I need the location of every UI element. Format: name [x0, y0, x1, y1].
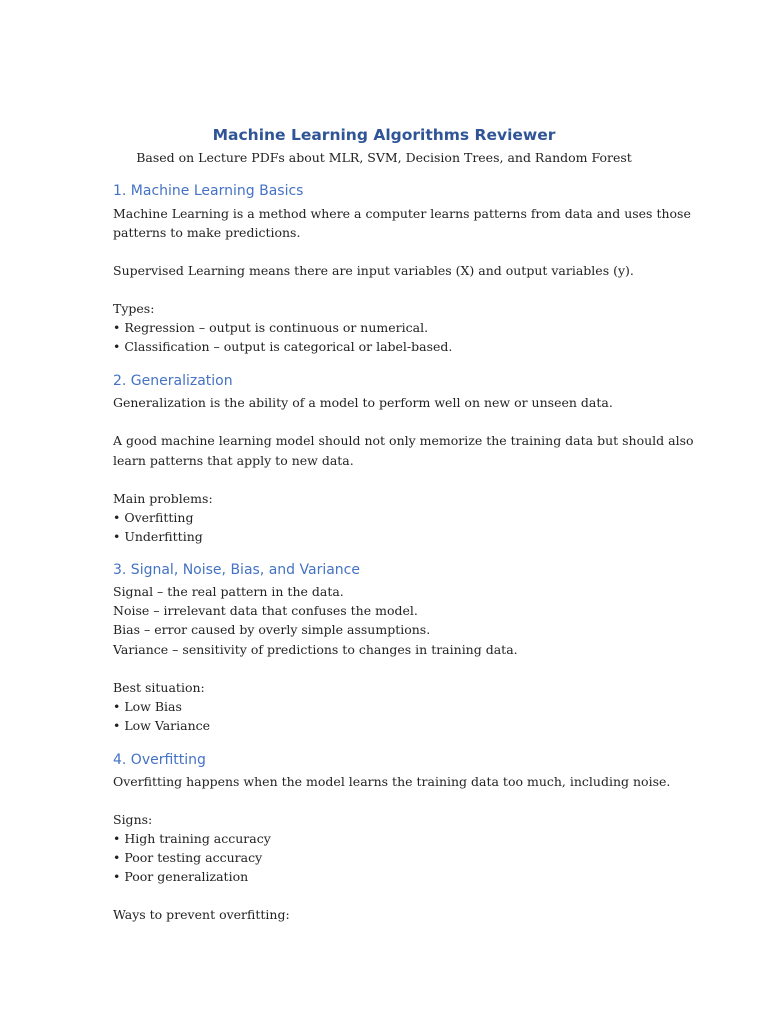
paragraph-line: Supervised Learning means there are input variables (X) and output variables (y).: [113, 263, 634, 278]
paragraph-line: Bias – error caused by overly simple assumptions.: [113, 622, 431, 637]
section-heading-signal-noise: 3. Signal, Noise, Bias, and Variance: [113, 562, 360, 578]
paragraph-line: Variance – sensitivity of predictions to changes in training data.: [113, 642, 518, 657]
list-item: • Regression – output is continuous or numerical.: [113, 320, 429, 335]
paragraph-line: Machine Learning is a method where a computer learns patterns from data and uses those: [113, 206, 691, 221]
list-item: • Classification – output is categorical or label-based.: [113, 339, 453, 354]
list-label: Main problems:: [113, 491, 213, 506]
list-label: Signs:: [113, 812, 153, 827]
list-item: • Poor testing accuracy: [113, 850, 263, 865]
list-item: • Low Variance: [113, 718, 211, 733]
list-item: • Underfitting: [113, 529, 203, 544]
paragraph-line: patterns to make predictions.: [113, 225, 301, 240]
document-title: Machine Learning Algorithms Reviewer: [212, 126, 556, 144]
paragraph-line: Signal – the real pattern in the data.: [113, 584, 344, 599]
list-item: • Low Bias: [113, 699, 182, 714]
section-heading-generalization: 2. Generalization: [113, 373, 233, 389]
list-label: Ways to prevent overfitting:: [113, 907, 290, 922]
paragraph-line: A good machine learning model should not only memorize the training data but should also: [113, 433, 694, 448]
paragraph-line: Overfitting happens when the model learns the training data too much, including noise.: [113, 774, 671, 789]
list-label: Best situation:: [113, 680, 205, 695]
list-item: • Poor generalization: [113, 869, 249, 884]
list-item: • Overfitting: [113, 510, 194, 525]
paragraph-line: learn patterns that apply to new data.: [113, 453, 354, 468]
list-label: Types:: [113, 301, 155, 316]
list-item: • High training accuracy: [113, 831, 271, 846]
section-heading-ml-basics: 1. Machine Learning Basics: [113, 183, 304, 199]
document-subtitle: Based on Lecture PDFs about MLR, SVM, Decision Trees, and Random Forest: [136, 150, 632, 165]
section-heading-overfitting: 4. Overfitting: [113, 752, 206, 768]
paragraph-line: Generalization is the ability of a model to perform well on new or unseen data.: [113, 395, 613, 410]
paragraph-line: Noise – irrelevant data that confuses the model.: [113, 603, 418, 618]
